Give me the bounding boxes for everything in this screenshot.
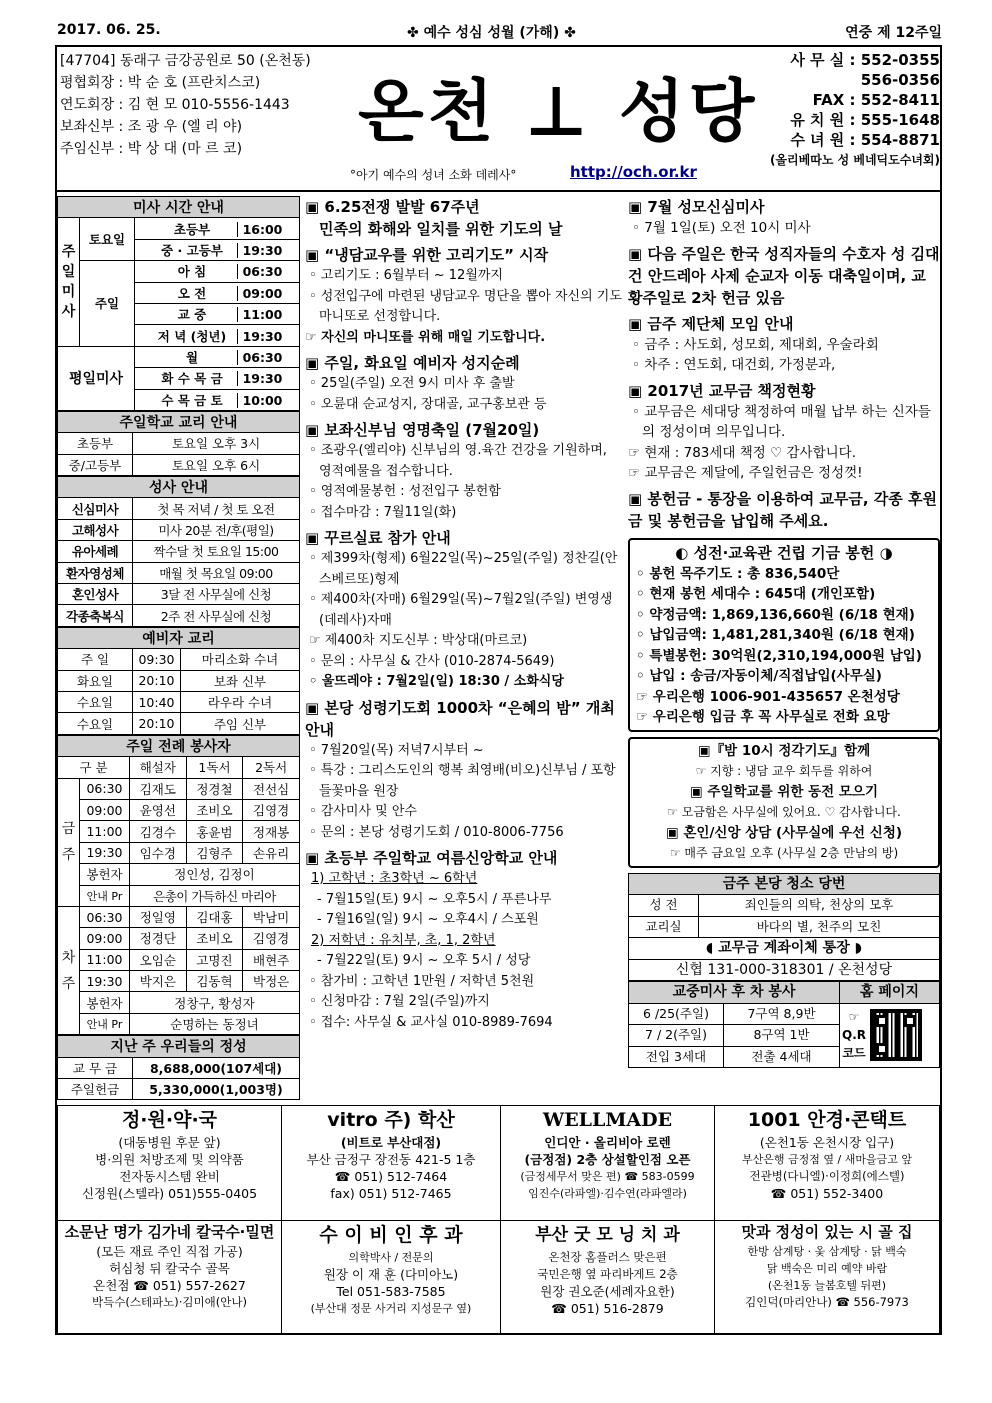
lit-time: 19:30 xyxy=(80,971,130,992)
notice-line: ☞ 제400차 지도신부 : 박상대(마르코) xyxy=(309,633,528,648)
lit-commentator: 김재도 xyxy=(130,778,187,799)
office-phone-2: 556-0356 xyxy=(860,71,940,89)
sunday-school-table xyxy=(57,411,300,476)
ad-pharmacy xyxy=(57,1105,282,1221)
office-phone: 사 무 실 : 552-0355 xyxy=(790,51,940,69)
lit-time: 09:00 xyxy=(80,928,130,949)
lit-reader1: 김동혁 xyxy=(186,971,243,992)
ad-dental xyxy=(500,1220,715,1335)
schedule-column xyxy=(57,196,300,1100)
parish-subtitle: °아기 예수의 성녀 소화 데레사° xyxy=(350,168,517,182)
lit-reader2: 전선심 xyxy=(243,778,300,799)
school-group: 초등부 xyxy=(58,433,133,454)
lit-reader1: 김대홍 xyxy=(186,906,243,927)
lit-commentator: 정경단 xyxy=(130,928,187,949)
sacrament-info: 첫 목 저녁 / 첫 토 오전 xyxy=(133,498,300,519)
cleaning-place: 교리실 xyxy=(629,916,699,938)
notice-line: ◦ 조광우(엘리야) 신부님의 영.육간 건강을 기원하며, 영적예물을 접수합니다. xyxy=(309,443,607,479)
lit-reader1: 고명진 xyxy=(186,949,243,970)
lit-time: 19:30 xyxy=(80,842,130,863)
sacrament-name: 혼인성사 xyxy=(58,584,133,605)
ad-line: 의학박사 / 전문의 xyxy=(348,1251,434,1264)
notice-line: ◦ 25일(주일) 오전 9시 미사 후 출발 xyxy=(309,376,515,391)
notice-heading: ▣ 봉헌금 - 통장을 이용하여 교무금, 각종 후원금 및 봉헌금을 납입해 주세요. xyxy=(628,489,937,530)
notice-block xyxy=(305,244,623,348)
ad-line: 부산은행 금정점 옆 / 새마을금고 앞 xyxy=(742,1153,912,1166)
notice-heading: ▣ 초등부 주일학교 여름신앙학교 안내 xyxy=(305,849,558,867)
ad-line: (온천1동 늘봄호텔 뒤편) xyxy=(767,1279,887,1292)
fund-line: ◦ 현재 봉헌 세대수 : 645대 (개인포함) xyxy=(636,586,876,602)
lit-reader2: 김영경 xyxy=(243,928,300,949)
notice-heading: ▣ 7월 성모신심미사 xyxy=(628,198,765,216)
fund-title: ◐ 성전·교육관 건립 기금 봉헌 ◑ xyxy=(675,543,893,562)
ad-line: 허심청 뒤 칼국수 골목 xyxy=(109,1261,230,1276)
fund-line: ◦ 특별봉헌: 30억원(2,310,194,000원 납입) xyxy=(636,647,922,664)
ad-line: 병·의원 처방조제 및 의약품 xyxy=(95,1152,244,1167)
announcements-middle xyxy=(305,196,623,1033)
parish-title: 온천 ⊥ 성당 xyxy=(358,73,759,152)
notice-line: ◦ 문의 : 사무실 & 간사 (010-2874-5649) xyxy=(309,653,555,669)
ad-line: 원장 이 재 훈 (다미아노) xyxy=(323,1267,459,1282)
mass-group: 교 중 xyxy=(177,307,207,323)
weekday-mass-label: 평일미사 xyxy=(58,346,135,410)
notice-line: ◦ 울뜨레야 : 7월2일(일) 18:30 / 소화식당 xyxy=(309,674,564,689)
sunday-mass-label: 주일미사 xyxy=(58,218,80,346)
notice-block xyxy=(305,352,623,415)
car-service-title: 교중미사 후 차 봉사 xyxy=(629,982,840,1004)
ad-line: (비트로 부산대점) xyxy=(340,1135,442,1150)
lit-reader2: 배현주 xyxy=(243,949,300,970)
ad-line: 박득수(스테파노)·김미애(안나) xyxy=(92,1295,247,1309)
mass-day: 화 수 목 금 xyxy=(161,371,223,387)
notice-block xyxy=(305,697,623,844)
catechumen-title: 예비자 교리 xyxy=(58,627,300,648)
fund-line: ◦ 봉헌 목주기도 : 총 836,540단 xyxy=(636,565,840,582)
notice-line: 민족의 화해와 일치를 위한 기도의 날 xyxy=(319,220,563,238)
saturday-label: 토요일 xyxy=(80,218,135,261)
lit-time: 11:00 xyxy=(80,821,130,842)
ad-restaurant xyxy=(714,1220,940,1335)
offering-type: 교 무 금 xyxy=(58,1057,133,1078)
ad-line: (모든 재료 주인 직접 가공) xyxy=(96,1244,243,1259)
ad-line: (온천1동 온천시장 입구) xyxy=(759,1135,895,1150)
qr-cell xyxy=(840,1003,940,1068)
car-group: 8구역 1반 xyxy=(724,1025,840,1047)
next-week-label: 차주 xyxy=(58,906,80,1034)
sacrament-info: 2주 전 사무실에 신청 xyxy=(133,605,300,626)
ad-title: 소문난 명가 김가네 칼국수·밀면 xyxy=(64,1223,275,1241)
notice-line: ◦ 7월20일(목) 저녁7시부터 ~ xyxy=(309,742,484,758)
notice-line: ◦ 접수마감 : 7월11일(화) xyxy=(309,504,457,520)
fax: FAX : 552-8411 xyxy=(812,91,940,109)
cleaning-place: 성 전 xyxy=(629,895,699,917)
catechumen-table xyxy=(57,627,300,735)
cat-time: 20:10 xyxy=(133,670,181,691)
offertory-label: 봉헌자 xyxy=(80,992,130,1013)
notice-line: ☞ 자신의 마니또를 위해 매일 기도합니다. xyxy=(305,329,546,345)
lit-time: 09:00 xyxy=(80,799,130,820)
guide-label: 안내 Pr xyxy=(80,885,130,906)
ads-section xyxy=(57,1105,940,1335)
ad-vitro xyxy=(281,1105,501,1221)
lit-head: 해설자 xyxy=(130,757,187,778)
notice-heading: ▣ “냉담교우를 위한 고리기도” 시작 xyxy=(305,246,549,264)
offering-title: 지난 주 우리들의 정성 xyxy=(58,1036,300,1057)
ad-title: 수 이 비 인 후 과 xyxy=(319,1224,463,1246)
offertory-names: 정창구, 황성자 xyxy=(130,992,300,1013)
fund-line: ☞ 우리은행 1006-901-435657 온천성당 xyxy=(636,688,900,705)
notice-heading: ▣ 금주 제단체 모임 안내 xyxy=(628,314,794,333)
cat-time: 09:30 xyxy=(133,649,181,670)
announcements-right xyxy=(628,196,940,1068)
notice-line: ▣『밤 10시 정각기도』함께 xyxy=(697,742,871,759)
council-chair: 평협회장 : 박 순 호 (프란치스코) xyxy=(60,75,261,91)
this-week-label: 금주 xyxy=(58,778,80,906)
car-service-table xyxy=(628,981,940,1068)
ad-line: fax) 051) 512-7465 xyxy=(330,1186,452,1201)
notice-line: ◦ 영적예물봉헌 : 성전입구 봉헌함 xyxy=(309,484,501,499)
liturgy-table xyxy=(57,735,300,1035)
cleaning-title: 금주 본당 청소 당번 xyxy=(629,873,940,895)
notice-line: ◦ 교무금은 세대당 책정하여 매월 납부 하는 신자들의 정성이며 의무입니다. xyxy=(632,403,931,440)
lit-time: 06:30 xyxy=(80,778,130,799)
cleaning-group: 죄인들의 의탁, 천상의 모후 xyxy=(699,895,940,917)
cleaning-table xyxy=(628,873,940,982)
mass-time: 19:30 xyxy=(237,329,287,344)
notice-line: ◦ 차주 : 연도회, 대건회, 가정분과, xyxy=(632,357,836,373)
mass-time: 06:30 xyxy=(237,350,287,365)
mass-group: 저 녁 (청년) xyxy=(157,328,227,344)
cleaning-group: 바다의 별, 천주의 모친 xyxy=(699,916,940,938)
cat-day: 화요일 xyxy=(58,670,133,691)
car-date: 6 /25(주일) xyxy=(629,1003,724,1025)
move-in: 전입 3세대 xyxy=(629,1046,724,1068)
sacrament-info: 3달 전 사무실에 신청 xyxy=(133,584,300,605)
lit-commentator: 박지은 xyxy=(130,971,187,992)
offering-type: 주일헌금 xyxy=(58,1079,133,1100)
cat-teacher: 라우라 수녀 xyxy=(181,691,300,712)
convent-name: (올리베따노 성 베네딕도수녀회) xyxy=(769,153,940,167)
guide-group: 순명하는 동정녀 xyxy=(130,1013,300,1034)
lit-commentator: 김경수 xyxy=(130,821,187,842)
ad-line: (금정점) 2층 상설할인점 오픈 xyxy=(524,1152,691,1167)
ad-line: (대동병원 후문 앞) xyxy=(118,1135,221,1150)
notice-line: ◦ 감사미사 및 안수 xyxy=(309,804,417,819)
mass-day: 월 xyxy=(185,349,199,365)
ad-line: 김인덕(마리안나) ☎ 556-7973 xyxy=(745,1295,909,1309)
sacrament-title: 성사 안내 xyxy=(58,477,300,498)
notice-line: ◦ 성전입구에 마련된 냉담교우 명단을 뽑아 자신의 기도 마니또로 선정합니다. xyxy=(309,288,622,324)
qr-code-text: 코드 xyxy=(842,1046,866,1061)
offering-amount: 8,688,000(107세대) xyxy=(133,1057,300,1078)
cat-teacher: 보좌 신부 xyxy=(181,670,300,691)
mass-group: 초등부 xyxy=(173,221,211,237)
mass-time: 11:00 xyxy=(237,307,287,322)
lit-head: 2독서 xyxy=(243,757,300,778)
notice-line: - 7월16일(일) 9시 ~ 오후4시 / 스포원 xyxy=(317,912,539,927)
sacrament-info: 짝수달 첫 토요일 15:00 xyxy=(133,541,300,562)
notice-block xyxy=(305,419,623,523)
assistant-priest: 보좌신부 : 조 광 우 (엘 리 야) xyxy=(60,119,243,135)
ad-title: 맛과 정성이 있는 시 골 집 xyxy=(741,1223,913,1241)
cat-time: 10:40 xyxy=(133,691,181,712)
ad-line: (부산대 정문 사거리 지성문구 옆) xyxy=(310,1302,472,1315)
sacrament-name: 신심미사 xyxy=(58,498,133,519)
mass-time: 16:00 xyxy=(237,222,287,237)
notice-block xyxy=(628,380,940,484)
notice-line: ◦ 7월 1일(토) 오전 10시 미사 xyxy=(632,220,811,236)
yeondo-chair: 연도회장 : 김 현 모 010-5556-1443 xyxy=(60,97,290,113)
move-out: 전출 4세대 xyxy=(724,1046,840,1068)
notice-block xyxy=(305,196,623,240)
notice-line: ◦ 제400차(자매) 6월29일(목)~7월2일(주일) 변영생(데레사)자매 xyxy=(309,592,613,628)
lit-commentator: 윤영선 xyxy=(130,799,187,820)
ad-line: 국민은행 옆 파리바게트 2층 xyxy=(537,1267,678,1281)
masthead xyxy=(350,50,759,190)
homepage-link[interactable]: http://och.or.kr xyxy=(570,163,697,181)
cat-day: 수요일 xyxy=(58,691,133,712)
header-divider xyxy=(55,190,942,192)
fund-line: ☞ 우리은행 입금 후 꼭 사무실로 전화 요망 xyxy=(636,709,890,725)
lit-commentator: 오임순 xyxy=(130,949,187,970)
pastor: 주임신부 : 박 상 대 (마 르 코) xyxy=(60,141,243,157)
ad-line: 부산 금정구 장전동 421-5 1층 xyxy=(306,1152,476,1167)
notice-heading: ▣ 2017년 교무금 책정현황 xyxy=(628,381,816,400)
notice-line: ☞ 현재 : 783세대 책정 ♡ 감사합니다. xyxy=(628,444,857,461)
ad-line: Tel 051-583-7585 xyxy=(336,1284,446,1299)
notice-heading: ▣ 본당 성령기도회 1000차 “은혜의 밤” 개최 안내 xyxy=(305,698,615,739)
lit-commentator: 정일영 xyxy=(130,906,187,927)
ad-line: (금정세무서 맞은 편) ☎ 583-0599 xyxy=(520,1170,695,1183)
homepage-title: 홈 페이지 xyxy=(840,982,940,1004)
ad-line: 전관병(다니엘)·이정희(에스텔) xyxy=(749,1169,905,1183)
mass-group: 중 · 고등부 xyxy=(161,242,223,258)
notice-line: ◦ 고리기도 : 6월부터 ~ 12월까지 xyxy=(309,268,503,283)
notice-line: ◦ 오륜대 순교성지, 장대골, 교구홍보관 등 xyxy=(309,396,547,412)
convent-phone: 수 녀 원 : 554-8871 xyxy=(790,131,940,149)
mass-group: 아 침 xyxy=(177,264,207,280)
lit-reader1: 김형주 xyxy=(186,842,243,863)
guide-label: 안내 Pr xyxy=(80,1013,130,1034)
ad-optical xyxy=(714,1105,940,1221)
mass-time: 19:30 xyxy=(237,243,287,258)
qr-pointer-icon: ☞ xyxy=(848,1010,860,1025)
notice-block xyxy=(628,196,940,239)
notice-heading: ▣ 다음 주일은 한국 성직자들의 수호자 성 김대건 안드레아 사제 순교자 이동 대축일이며, 교황주일로 2차 헌금 있음 xyxy=(628,244,940,307)
sacrament-name: 각종축복식 xyxy=(58,605,133,626)
lit-reader1: 조비오 xyxy=(186,928,243,949)
lit-reader2: 박남미 xyxy=(243,906,300,927)
notice-line: ◦ 접수: 사무실 & 교사실 010-8989-7694 xyxy=(309,1014,553,1030)
notice-line: ◦ 금주 : 사도회, 성모회, 제대회, 우술라회 xyxy=(632,336,879,353)
sacrament-name: 유아세례 xyxy=(58,541,133,562)
ad-title: 정·원·약·국 xyxy=(121,1109,218,1131)
address: [47704] 동래구 금강공원로 50 (온천동) xyxy=(60,53,311,69)
ad-title: WELLMADE xyxy=(542,1109,673,1131)
notice-line: ▣ 주일학교를 위한 동전 모으기 xyxy=(689,783,879,800)
sunday-label: 주일 xyxy=(80,261,135,347)
ad-line: ☎ 051) 516-2879 xyxy=(551,1301,664,1316)
guide-group: 은총이 가득하신 마리아 xyxy=(130,885,300,906)
lit-time: 11:00 xyxy=(80,949,130,970)
lit-reader1: 정경철 xyxy=(186,778,243,799)
cat-day: 수요일 xyxy=(58,713,133,734)
kindergarten-phone: 유 치 원 : 555-1648 xyxy=(790,111,940,129)
notice-line: ☞ 모금함은 사무실에 있어요. ♡ 감사합니다. xyxy=(667,805,901,819)
ad-ent-clinic xyxy=(281,1220,501,1335)
prayer-notice-box xyxy=(628,737,940,868)
notice-heading: ▣ 보좌신부님 영명축일 (7월20일) xyxy=(305,421,540,439)
notice-block xyxy=(305,847,623,1033)
notice-line: ◦ 특강 : 그리스도인의 행복 최영배(비오)신부님 / 포항 들꽃마을 원장 xyxy=(309,763,616,799)
school-title: 주일학교 교리 안내 xyxy=(58,411,300,432)
mass-group: 오 전 xyxy=(177,285,207,301)
lit-commentator: 임수경 xyxy=(130,842,187,863)
notice-heading: ▣ 6.25전쟁 발발 67주년 xyxy=(305,198,480,216)
ad-line: 임진수(라파엘)·김수연(라파엘라) xyxy=(528,1187,687,1200)
notice-block xyxy=(305,527,623,693)
ad-line: 온천점 ☎ 051) 557-2627 xyxy=(93,1278,246,1293)
cat-time: 20:10 xyxy=(133,713,181,734)
sacrament-name: 환자영성체 xyxy=(58,562,133,583)
mass-day: 수 목 금 토 xyxy=(161,392,223,408)
ad-line: 인디안 · 올리비아 로렌 xyxy=(544,1135,671,1150)
lit-reader2: 김영경 xyxy=(243,799,300,820)
notice-line: ◦ 문의 : 본당 성령기도회 / 010-8006-7756 xyxy=(309,824,564,840)
school-group: 중/고등부 xyxy=(58,454,133,475)
contact-numbers xyxy=(720,50,940,170)
notice-line: ☞ 교무금은 제달에, 주일헌금은 정성껏! xyxy=(628,465,863,481)
parish-info xyxy=(60,50,350,160)
cat-teacher: 마리소화 수녀 xyxy=(181,649,300,670)
mass-schedule-table xyxy=(57,196,300,411)
ad-title: 부산 굿 모 닝 치 과 xyxy=(535,1225,680,1245)
offering-amount: 5,330,000(1,003명) xyxy=(133,1079,300,1100)
notice-line: ▣ 혼인/신앙 상담 (사무실에 우선 신청) xyxy=(665,824,903,841)
car-date: 7 / 2(주일) xyxy=(629,1025,724,1047)
ad-line: 원장 권오준(세례자요한) xyxy=(540,1284,675,1299)
lit-head: 구 분 xyxy=(58,757,130,778)
mass-time: 19:30 xyxy=(237,371,287,386)
lit-reader1: 조비오 xyxy=(186,799,243,820)
notice-heading: ▣ 주일, 화요일 예비자 성지순례 xyxy=(305,354,520,372)
lit-head: 1독서 xyxy=(186,757,243,778)
ad-noodle xyxy=(57,1220,282,1335)
notice-heading: ▣ 꾸르실료 참가 안내 xyxy=(305,529,451,547)
top-bar xyxy=(57,22,942,44)
liturgy-title: 주일 전례 봉사자 xyxy=(58,735,300,756)
offertory-label: 봉헌자 xyxy=(80,864,130,885)
cat-day: 주 일 xyxy=(58,649,133,670)
ad-line: ☎ 051) 552-3400 xyxy=(770,1186,884,1201)
ad-line: ☎ 051) 512-7464 xyxy=(334,1169,448,1184)
mass-time: 10:00 xyxy=(237,393,287,408)
building-fund-box xyxy=(628,538,940,732)
account-title: ◖ 교무금 계좌이체 통장 ◗ xyxy=(629,938,940,960)
issue-date: 2017. 06. 25. xyxy=(57,22,161,38)
ad-line: 닭 백숙은 미리 예약 바람 xyxy=(766,1262,888,1275)
lit-reader2: 손유리 xyxy=(243,842,300,863)
sacrament-name: 고해성사 xyxy=(58,519,133,540)
qr-label xyxy=(842,1008,866,1062)
notice-line: ☞ 지향 : 냉담 교우 회두를 위하여 xyxy=(695,764,873,778)
liturgical-week: 연중 제 12주일 xyxy=(845,25,942,41)
school-time: 토요일 오후 3시 xyxy=(133,433,300,454)
fund-line: ◦ 납입 : 송금/자동이체/직접납입(사무실) xyxy=(636,668,882,684)
qr-code-icon[interactable] xyxy=(870,1009,922,1061)
lit-reader1: 홍윤범 xyxy=(186,821,243,842)
lit-time: 06:30 xyxy=(80,906,130,927)
offering-table xyxy=(57,1035,300,1100)
notice-line: - 7월15일(토) 9시 ~ 오후5시 / 푸른나무 xyxy=(317,891,552,907)
sacrament-info: 매월 첫 목요일 09:00 xyxy=(133,562,300,583)
lit-reader2: 박정은 xyxy=(243,971,300,992)
notice-line: - 7월22일(토) 9시 ~ 오후 5시 / 성당 xyxy=(317,953,531,968)
notice-line: ◦ 제399차(형제) 6월22일(목)~25일(주일) 정찬길(안스베르또)형제 xyxy=(309,551,618,587)
notice-line: ◦ 신청마감 : 7월 2일(주일)까지 xyxy=(309,994,490,1009)
ad-line: 온천장 홈플러스 맞은편 xyxy=(548,1250,667,1264)
mass-time: 06:30 xyxy=(237,264,287,279)
sacrament-info: 미사 20분 전/후(평일) xyxy=(133,519,300,540)
offertory-names: 정인성, 김정이 xyxy=(130,864,300,885)
mass-title: 미사 시간 안내 xyxy=(58,197,300,218)
qr-text: Q.R xyxy=(842,1028,866,1043)
car-group: 7구역 8,9반 xyxy=(724,1003,840,1025)
notice-block xyxy=(628,313,940,376)
fund-line: ◦ 약정금액: 1,869,136,660원 (6/18 현재) xyxy=(636,606,915,623)
account-line: 신협 131-000-318301 / 온천성당 xyxy=(629,959,940,981)
notice-line: 1) 고학년 : 초3학년 ~ 6학년 xyxy=(311,871,478,886)
ad-wellmade xyxy=(500,1105,715,1221)
notice-line: ☞ 매주 금요일 오후 (사무실 2층 만남의 방) xyxy=(669,846,899,860)
ad-title: 1001 안경·콘택트 xyxy=(747,1109,907,1131)
notice-line: 2) 저학년 : 유치부, 초, 1, 2학년 xyxy=(311,932,496,948)
sacrament-table xyxy=(57,476,300,627)
mass-time: 09:00 xyxy=(237,286,287,301)
cat-teacher: 주임 신부 xyxy=(181,713,300,734)
school-time: 토요일 오후 6시 xyxy=(133,454,300,475)
fund-line: ◦ 납입금액: 1,481,281,340원 (6/18 현재) xyxy=(636,627,915,643)
liturgical-month: ✤ 예수 성심 성월 (가해) ✤ xyxy=(407,25,576,41)
ad-line: 전자동시스템 완비 xyxy=(119,1169,220,1184)
ad-line: 신정원(스텔라) 051)555-0405 xyxy=(81,1186,258,1201)
notice-line: ◦ 참가비 : 고학년 1만원 / 저학년 5천원 xyxy=(309,973,535,989)
ad-line: 한방 삼계탕 · 옻 삼계탕 · 닭 백숙 xyxy=(747,1245,907,1258)
ad-title: vitro 주) 학산 xyxy=(327,1109,455,1131)
lit-reader2: 정재봉 xyxy=(243,821,300,842)
